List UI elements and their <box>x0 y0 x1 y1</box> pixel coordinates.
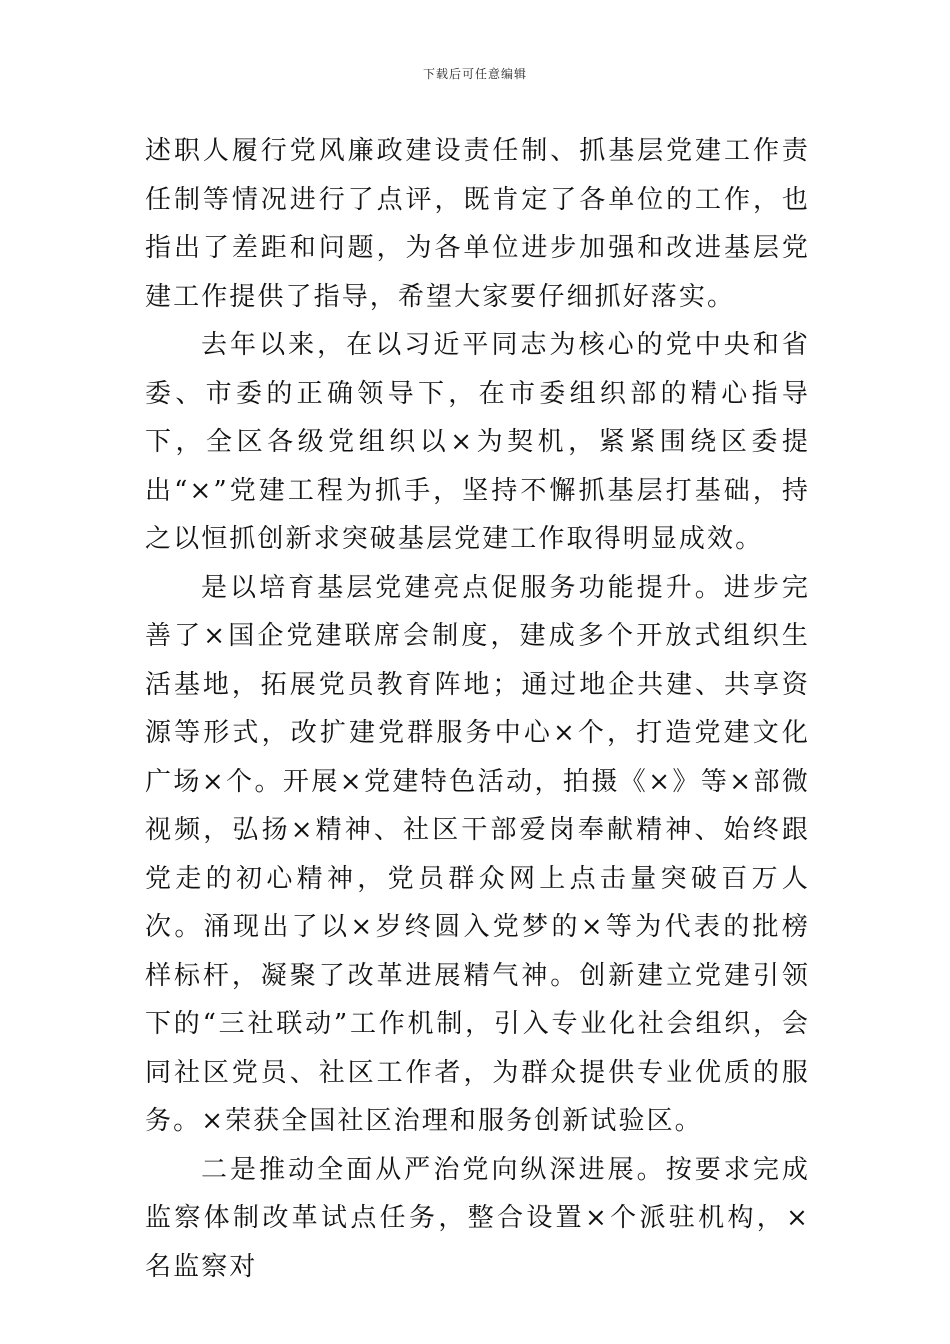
paragraph-overview: 去年以来，在以习近平同志为核心的党中央和省委、市委的正确领导下，在市委组织部的精心指导下，全区各级党组织以×为契机，紧紧围绕区委提出“×”党建工程为抓手，坚持不懈抓基层打基础，持之以恒抓创新求突破基层党建工作取得明显成效。 <box>145 330 810 554</box>
paragraph-continuation: 述职人履行党风廉政建设责任制、抓基层党建工作责任制等情况进行了点评，既肯定了各单位的工作，也指出了差距和问题，为各单位进步加强和改进基层党建工作提供了指导，希望大家要仔细抓好落实。 <box>145 136 810 312</box>
paragraph-point-one: 是以培育基层党建亮点促服务功能提升。进步完善了×国企党建联席会制度，建成多个开放式组织生活基地，拓展党员教育阵地；通过地企共建、共享资源等形式，改扩建党群服务中心×个，打造党建文化广场×个。开展×党建特色活动，拍摄《×》等×部微视频，弘扬×精神、社区干部爱岗奉献精神、始终跟党走的初心精神，党员群众网上点击量突破百万人次。涌现出了以×岁终圆入党梦的×等为代表的批榜样标杆，凝聚了改革进展精气神。创新建立党建引领下的“三社联动”工作机制，引入专业化社会组织，会同社区党员、社区工作者，为群众提供专业优质的服务。×荣获全国社区治理和服务创新试验区。 <box>145 572 810 1136</box>
page-header-note: 下载后可任意编辑 <box>422 67 527 81</box>
paragraph-point-two: 二是推动全面从严治党向纵深进展。按要求完成监察体制改革试点任务，整合设置×个派驻机构，×名监察对 <box>145 1154 810 1282</box>
document-body <box>145 127 810 1291</box>
